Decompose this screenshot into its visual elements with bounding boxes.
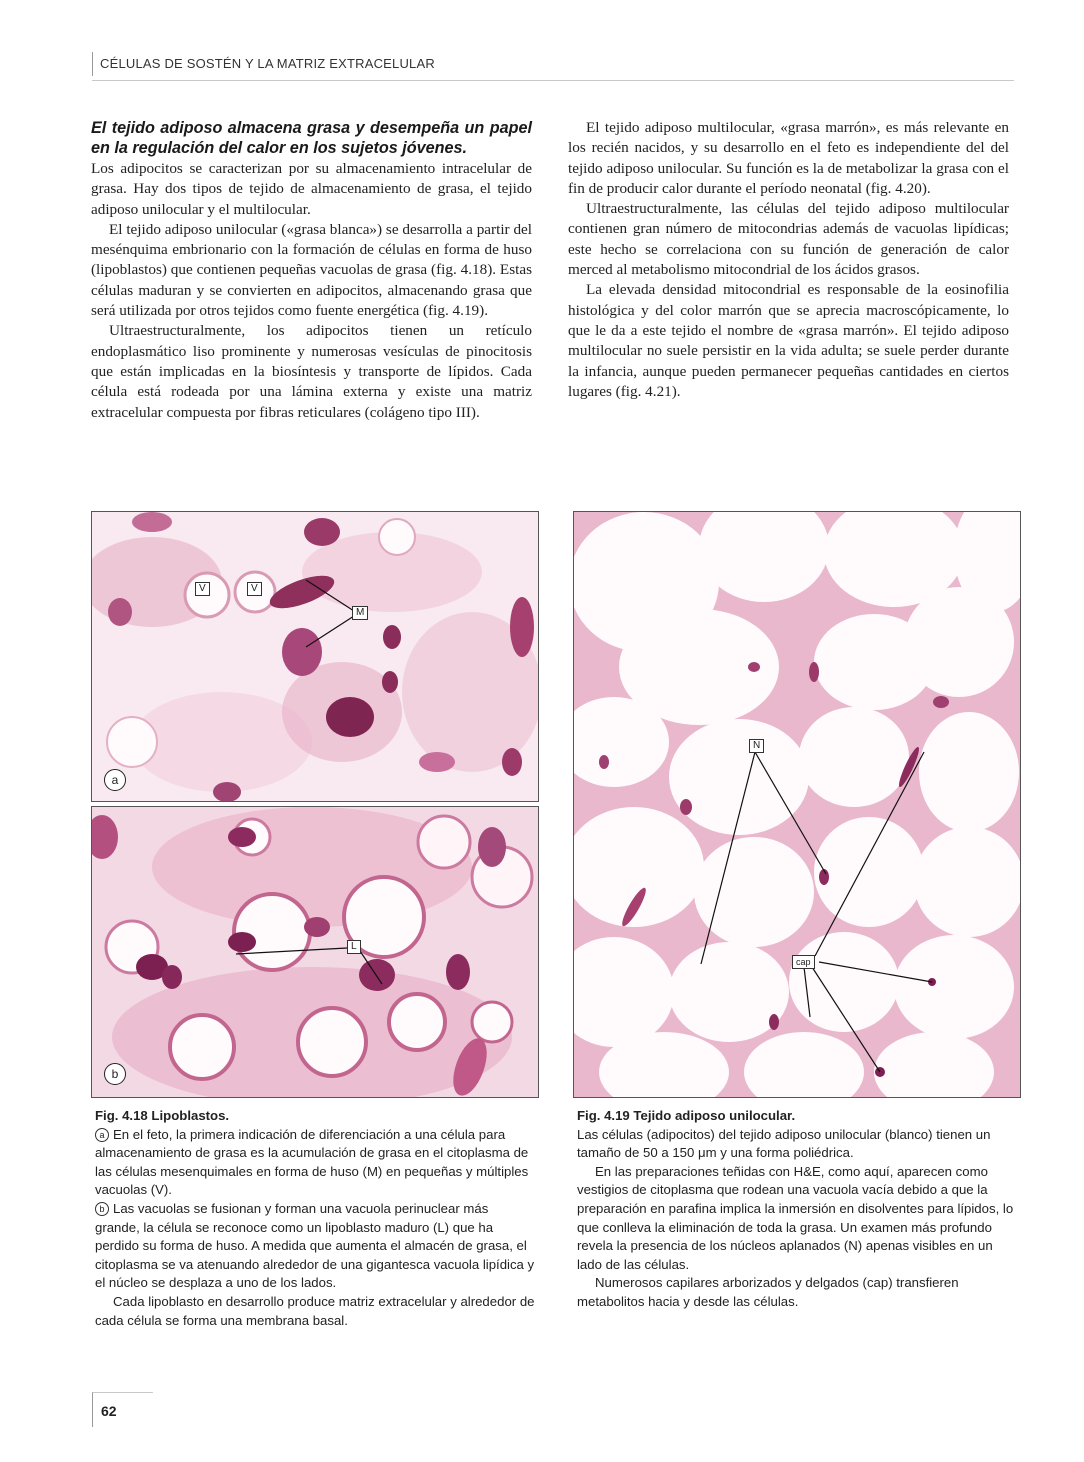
- caption-title: Fig. 4.19 Tejido adiposo unilocular.: [577, 1108, 796, 1123]
- caption-paragraph: Cada lipoblasto en desarrollo produce matriz extracelular y alrededor de cada célula se forma una membrana basal.: [95, 1293, 535, 1328]
- caption-text-b: Las vacuolas se fusionan y forman una vacuola perinuclear más grande, la célula se reconoce como un lipoblasto maduro (L) que ha perdido su forma de huso. A medida que aumenta el almacén de grasa, el citoplasma se va atenuando alrededor de una gigantesca vacuola lipídica y el núcleo se desplaza a uno de los lados.: [95, 1200, 535, 1291]
- header-rule: [92, 52, 93, 76]
- caption-paragraph-a: [95, 1126, 535, 1200]
- label-vacuole-1: V: [195, 582, 210, 596]
- micrograph-panel-b: [91, 806, 539, 1098]
- micrograph-image-b: [92, 807, 538, 1097]
- paragraph: Ultraestructuralmente, los adipocitos tienen un retículo endoplasmático liso prominente y numerosas vesículas de pinocitosis que están implicadas en la biosíntesis y transporte de lípidos. Cada célula está rodeada por una lámina externa y existe una matriz extracelular compuesta por fibras reticulares (colágeno tipo III).: [91, 322, 532, 421]
- caption-fig-4-18: [95, 1107, 535, 1330]
- text-column-right: [568, 118, 1009, 402]
- caption-title: Fig. 4.18 Lipoblastos.: [95, 1108, 230, 1123]
- paragraph: Ultraestructuralmente, las células del tejido adiposo multilocular contienen gran número de mitocondrias además de vacuolas lipídicas; este hecho se correlaciona con su función de generación de calor merced al metabolismo mitocondrial de los ácidos grasos.: [568, 200, 1009, 279]
- panel-letter-b: b: [104, 1063, 126, 1085]
- paragraph: La elevada densidad mitocondrial es responsable de la eosinofilia histológica y del color marrón que se aprecia macroscópicamente, lo que le da a este tejido el nombre de «grasa marrón». El tejido adiposo multilocular no suele persistir en la vida adulta; se suele perder durante la infancia, aunque pueden permanecer pequeñas cantidades en ciertos lugares (fig. 4.21).: [568, 281, 1009, 400]
- text-column-left: [91, 118, 532, 423]
- running-header: [92, 50, 1014, 81]
- section-heading: El tejido adiposo almacena grasa y desempeña un papel en la regulación del calor en los sujetos jóvenes.: [91, 119, 532, 157]
- label-lipoblast: L: [347, 940, 361, 954]
- micrograph-unilocular: [573, 511, 1021, 1098]
- caption-paragraph: En las preparaciones teñidas con H&E, como aquí, aparecen como vestigios de citoplasma que rodean una vacuola vacía debido a que la preparación en parafina implica la inmersión en disolventes para lípidos, lo que conlleva la eliminación de toda la grasa. Un examen más profundo revela la presencia de los núcleos aplanados (N) apenas visibles en un lado de las células.: [577, 1163, 1014, 1272]
- paragraph: El tejido adiposo unilocular («grasa blanca») se desarrolla a partir del mesénquima embrionario con la formación de células en forma de huso (lipoblastos) que contienen pequeñas vacuolas de grasa (fig. 4.18). Estas células maduran y se convierten en adipocitos, almacenando grasa que será utilizada por otros tejidos como fuente energética (fig. 4.19).: [91, 220, 532, 320]
- caption-paragraph-b: [95, 1200, 535, 1293]
- caption-fig-4-19: [577, 1107, 1017, 1312]
- label-mesenchymal-cell: M: [352, 606, 368, 620]
- paragraph: El tejido adiposo multilocular, «grasa marrón», es más relevante en los recién nacidos, y su desarrollo en el feto es independiente del del tejido adiposo unilocular. Su función es la de metabolizar la grasa con el fin de producir calor durante el período neonatal (fig. 4.20).: [568, 119, 1009, 197]
- micrograph-panel-a: [91, 511, 539, 802]
- header-title: CÉLULAS DE SOSTÉN Y LA MATRIZ EXTRACELULAR: [100, 56, 435, 71]
- label-nucleus: N: [749, 739, 764, 753]
- micrograph-image-unilocular: [574, 512, 1020, 1097]
- panel-marker-a: a: [95, 1128, 109, 1142]
- caption-paragraph: Las células (adipocitos) del tejido adiposo unilocular (blanco) tienen un tamaño de 50 a 150 μm y una forma poliédrica.: [577, 1126, 991, 1161]
- label-vacuole-2: V: [247, 582, 262, 596]
- paragraph: Los adipocitos se caracterizan por su almacenamiento intracelular de grasa. Hay dos tipos de tejido de almacenamiento de grasa, el tejido adiposo unilocular y el multilocular.: [91, 160, 532, 218]
- panel-marker-b: b: [95, 1202, 109, 1216]
- panel-letter-a: a: [104, 769, 126, 791]
- page-folio: [92, 1392, 153, 1427]
- micrograph-image-a: [92, 512, 538, 801]
- caption-text-a: En el feto, la primera indicación de diferenciación a una célula para almacenamiento de grasa es la acumulación de grasa en el citoplasma de las células mesenquimales en forma de huso (M) en pequeñas y múltiples vacuolas (V).: [95, 1126, 529, 1198]
- page-number: 62: [101, 1403, 117, 1419]
- caption-paragraph: Numerosos capilares arborizados y delgados (cap) transfieren metabolitos hacia y desde las células.: [577, 1275, 959, 1309]
- label-capillary: cap: [792, 955, 815, 969]
